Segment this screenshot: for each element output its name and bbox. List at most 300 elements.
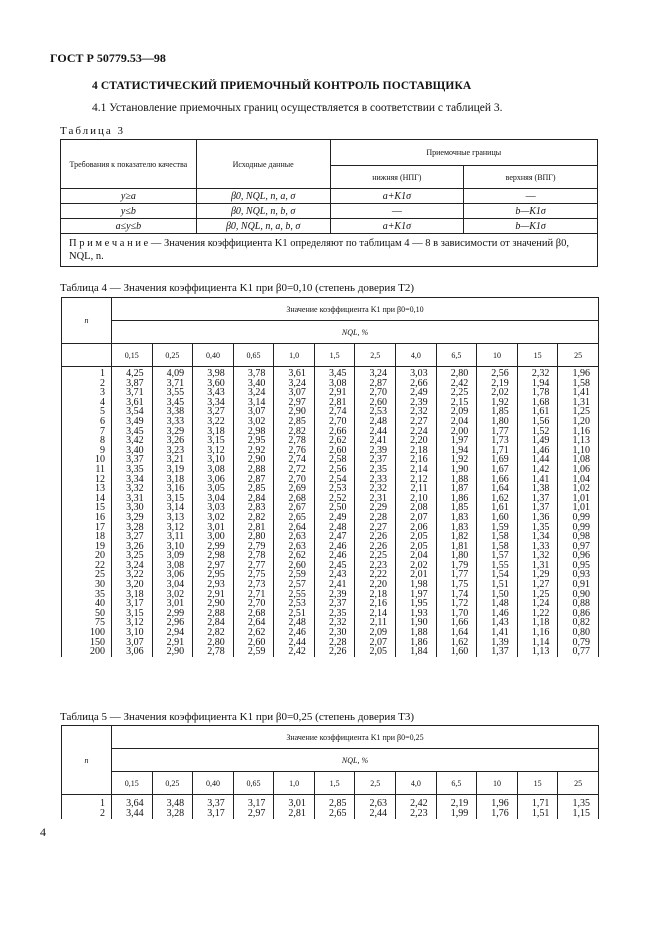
table-cell: 1,71 — [491, 444, 509, 456]
table-cell: 2,65 — [288, 511, 306, 523]
table-cell: 2,80 — [207, 636, 225, 648]
table-cell: 3,12 — [166, 521, 185, 533]
table5-value-column — [193, 795, 234, 820]
table-cell: 2,63 — [288, 531, 306, 543]
table-cell: 1,18 — [531, 617, 550, 629]
table-cell: 2,67 — [288, 502, 306, 514]
table-cell: 1,41 — [531, 473, 550, 485]
table-cell: 2,88 — [207, 607, 225, 619]
table-cell: 2,42 — [410, 798, 428, 809]
table-cell: 3,02 — [166, 588, 185, 600]
table-cell: 1,27 — [531, 579, 550, 591]
table-cell: 2,48 — [288, 617, 306, 629]
table-cell: 1,24 — [531, 598, 550, 610]
table3-cell: b—K1σ — [464, 204, 598, 219]
table4-nql-row — [62, 344, 599, 367]
table3-cell: y≤b — [61, 204, 197, 219]
table-cell: 3,40 — [247, 377, 266, 389]
table-cell: 3,29 — [166, 425, 185, 437]
table-cell: 3,87 — [126, 377, 144, 389]
table-cell: 2,90 — [166, 646, 185, 658]
table-cell: 1,97 — [410, 588, 428, 600]
table-cell: 2,19 — [450, 798, 469, 809]
table-cell: 2,70 — [288, 473, 306, 485]
table-cell: 1,49 — [531, 435, 550, 447]
table-cell: 1,85 — [450, 502, 469, 514]
table-cell: 2,32 — [328, 617, 347, 629]
table-cell: 3,08 — [328, 377, 347, 389]
n-value: 9 — [100, 444, 105, 456]
n-value: 6 — [100, 415, 105, 427]
table-cell: 2,48 — [369, 415, 388, 427]
table-cell: 1,20 — [572, 415, 590, 427]
table-cell: 2,41 — [369, 435, 388, 447]
table-cell: 2,97 — [288, 396, 306, 408]
table-cell: 2,87 — [369, 377, 388, 389]
table-cell: 2,02 — [410, 559, 428, 571]
table-cell: 0,96 — [572, 550, 590, 562]
table-cell: 3,18 — [126, 588, 144, 600]
table-cell: 0,77 — [572, 646, 590, 658]
table-cell: 2,91 — [166, 636, 185, 648]
table-cell: 2,58 — [328, 454, 347, 466]
table4-nql-col: 4,0 — [396, 344, 437, 367]
table-cell: 2,51 — [288, 607, 306, 619]
table-cell: 2,44 — [369, 425, 388, 437]
table-cell: 1,10 — [572, 444, 590, 456]
table-cell: 1,76 — [491, 808, 509, 819]
table5-n-column — [62, 795, 112, 820]
table4-n-spacer — [62, 344, 112, 367]
table4-n-header: n — [62, 298, 112, 344]
table3-col-lower: нижняя (НПГ) — [330, 166, 464, 189]
table4-value-column — [274, 367, 315, 657]
table4-nql-col: 10 — [477, 344, 518, 367]
table-cell: 3,61 — [126, 396, 144, 408]
table5-nql-col: 6,5 — [436, 772, 477, 795]
table-cell: 1,16 — [572, 425, 590, 437]
table-cell: 2,56 — [491, 368, 509, 379]
n-value: 3 — [100, 387, 105, 399]
table-cell: 2,09 — [450, 406, 469, 418]
table-cell: 3,05 — [207, 483, 225, 495]
table-cell: 3,06 — [207, 473, 225, 485]
table-cell: 2,42 — [288, 646, 306, 658]
table-cell: 1,42 — [531, 463, 550, 475]
n-value: 4 — [100, 396, 105, 408]
table-cell: 1,52 — [531, 425, 550, 437]
table-cell: 3,18 — [166, 473, 185, 485]
table-cell: 1,61 — [491, 502, 509, 514]
table5-nql-row — [62, 772, 599, 795]
table-cell: 3,07 — [247, 406, 266, 418]
table-cell: 3,42 — [126, 435, 144, 447]
table-cell: 2,59 — [247, 646, 266, 658]
table-cell: 2,31 — [369, 492, 388, 504]
table-cell: 1,75 — [450, 579, 469, 591]
table-cell: 1,60 — [450, 646, 469, 658]
table-cell: 1,61 — [531, 406, 550, 418]
table-cell: 2,91 — [328, 387, 347, 399]
table5-value-column — [152, 795, 193, 820]
table-cell: 1,92 — [491, 396, 509, 408]
table4-caption: Таблица 4 — Значения коэффициента K1 при β0=0,10 (степень доверия Т2) — [60, 282, 415, 294]
table-row — [61, 189, 598, 204]
table-cell: 3,26 — [166, 435, 185, 447]
table-cell: 2,26 — [328, 646, 347, 658]
n-value: 50 — [95, 607, 105, 619]
table5-value-column — [477, 795, 518, 820]
table-cell: 2,59 — [288, 569, 306, 581]
table-cell: 1,95 — [410, 598, 428, 610]
table-cell: 3,15 — [126, 607, 144, 619]
table-cell: 2,32 — [531, 368, 550, 379]
table-cell: 2,53 — [328, 483, 347, 495]
document-header: ГОСТ Р 50779.53—98 — [50, 51, 166, 65]
table5-body — [62, 795, 599, 820]
table4-nql-col: 0,15 — [112, 344, 153, 367]
table-cell: 2,82 — [288, 425, 306, 437]
n-value: 18 — [95, 531, 105, 543]
table-cell: 1,72 — [450, 598, 469, 610]
table-cell: 2,23 — [410, 808, 428, 819]
table-cell: 2,90 — [247, 454, 266, 466]
table4-value-column — [152, 367, 193, 657]
table-cell: 3,07 — [288, 387, 306, 399]
table-cell: 1,90 — [410, 617, 428, 629]
table-cell: 3,34 — [207, 396, 225, 408]
n-value: 25 — [95, 569, 105, 581]
table-cell: 3,35 — [126, 463, 144, 475]
table-cell: 1,55 — [491, 559, 509, 571]
table-cell: 2,49 — [410, 387, 428, 399]
table-cell: 1,08 — [572, 454, 590, 466]
table-cell: 3,12 — [207, 444, 225, 456]
table-cell: 0,95 — [572, 559, 590, 571]
table3-cell: b—K1σ — [464, 219, 598, 234]
table-cell: 2,74 — [328, 406, 347, 418]
table5 — [61, 725, 599, 819]
n-value: 75 — [95, 617, 105, 629]
table-cell: 1,62 — [491, 492, 509, 504]
table-cell: 1,37 — [531, 492, 550, 504]
table-cell: 2,41 — [328, 579, 347, 591]
table-cell: 1,80 — [491, 415, 509, 427]
table-cell: 1,73 — [491, 435, 509, 447]
table-cell: 3,37 — [207, 798, 225, 809]
n-value: 17 — [95, 521, 105, 533]
table-cell: 2,98 — [207, 550, 225, 562]
table-cell: 2,43 — [328, 569, 347, 581]
table-cell: 1,87 — [450, 483, 469, 495]
n-value: 16 — [95, 511, 105, 523]
table-row — [61, 204, 598, 219]
table-cell: 3,31 — [126, 492, 144, 504]
table-cell: 2,84 — [247, 492, 266, 504]
table-cell: 2,85 — [288, 415, 306, 427]
table-cell: 3,17 — [247, 798, 266, 809]
table-cell: 2,48 — [328, 521, 347, 533]
table-cell: 1,58 — [491, 531, 509, 543]
table-cell: 4,25 — [126, 368, 144, 379]
table-cell: 2,54 — [328, 473, 347, 485]
paragraph-4-1: 4.1 Установление приемочных границ осуществляется в соответствии с таблицей 3. — [92, 102, 503, 114]
table-cell: 1,32 — [531, 550, 550, 562]
table-cell: 1,51 — [531, 808, 550, 819]
table-cell: 2,80 — [247, 531, 266, 543]
table-cell: 1,88 — [450, 473, 469, 485]
table-cell: 3,64 — [126, 798, 144, 809]
table-cell: 1,97 — [450, 435, 469, 447]
table-cell: 2,19 — [491, 377, 509, 389]
table-cell: 3,12 — [126, 617, 144, 629]
table4-nql-col: 6,5 — [436, 344, 477, 367]
table5-value-column — [112, 795, 153, 820]
table-cell: 1,48 — [491, 598, 509, 610]
table4-value-column — [314, 367, 355, 657]
table-cell: 2,81 — [288, 808, 306, 819]
table-cell: 3,01 — [166, 598, 185, 610]
table-cell: 3,10 — [166, 540, 185, 552]
table-cell: 1,37 — [531, 502, 550, 514]
table-cell: 3,10 — [207, 454, 225, 466]
table4-value-column — [436, 367, 477, 657]
table-cell: 2,02 — [491, 387, 509, 399]
table-cell: 2,12 — [410, 473, 428, 485]
table-cell: 2,32 — [410, 406, 428, 418]
table-cell: 3,21 — [166, 454, 185, 466]
table-cell: 3,28 — [126, 521, 144, 533]
table-cell: 2,69 — [288, 483, 306, 495]
table-cell: 3,03 — [207, 502, 225, 514]
table-cell: 2,66 — [328, 425, 347, 437]
table4-n-column — [62, 367, 112, 657]
n-value: 2 — [100, 377, 105, 389]
table-cell: 3,06 — [126, 646, 144, 658]
table-cell: 1,56 — [531, 415, 550, 427]
table-cell: 2,14 — [369, 607, 388, 619]
table5-nql-col: 0,65 — [233, 772, 274, 795]
table-cell: 3,18 — [207, 425, 225, 437]
table-cell: 2,91 — [207, 588, 225, 600]
table-cell: 1,34 — [531, 531, 550, 543]
page-number: 4 — [40, 825, 46, 839]
n-value: 200 — [90, 646, 105, 658]
table-cell: 2,18 — [410, 444, 428, 456]
table-cell: 0,80 — [572, 627, 590, 639]
table-cell: 2,60 — [288, 559, 306, 571]
table-cell: 2,08 — [410, 502, 428, 514]
table-cell: 2,27 — [410, 415, 428, 427]
table4-nql-col: 15 — [517, 344, 558, 367]
table4-value-column — [233, 367, 274, 657]
table-cell: 2,45 — [328, 559, 347, 571]
table-cell: 1,84 — [410, 646, 428, 658]
table-cell: 1,25 — [531, 588, 550, 600]
table4-value-column — [396, 367, 437, 657]
table-cell: 1,67 — [491, 463, 509, 475]
table-cell: 0,99 — [572, 511, 590, 523]
n-value: 14 — [95, 492, 105, 504]
table5-value-column — [274, 795, 315, 820]
table-cell: 2,11 — [369, 617, 388, 629]
table5-nql-col: 2,5 — [355, 772, 396, 795]
table-cell: 3,38 — [166, 406, 185, 418]
table-cell: 1,64 — [450, 627, 469, 639]
table-cell: 1,96 — [491, 798, 509, 809]
table-cell: 2,10 — [410, 492, 428, 504]
table-cell: 1,04 — [572, 473, 590, 485]
table4-nql-col: 25 — [558, 344, 599, 367]
table-cell: 2,60 — [247, 636, 266, 648]
table-cell: 2,20 — [369, 579, 388, 591]
table-cell: 3,27 — [126, 531, 144, 543]
table4-nql-col: 2,5 — [355, 344, 396, 367]
table-cell: 2,60 — [328, 444, 347, 456]
table-cell: 2,55 — [288, 588, 306, 600]
table5-nql-col: 25 — [558, 772, 599, 795]
table-cell: 1,38 — [531, 483, 550, 495]
table-cell: 2,33 — [369, 473, 388, 485]
n-value: 20 — [95, 550, 105, 562]
table-cell: 3,24 — [288, 377, 306, 389]
table5-value-column — [233, 795, 274, 820]
table-cell: 3,16 — [166, 483, 185, 495]
table-cell: 1,22 — [531, 607, 550, 619]
table-cell: 2,49 — [328, 511, 347, 523]
table-cell: 2,39 — [328, 588, 347, 600]
table-cell: 2,46 — [328, 550, 347, 562]
table5-nql-col: 15 — [517, 772, 558, 795]
table-cell: 2,62 — [328, 435, 347, 447]
table-cell: 1,79 — [450, 559, 469, 571]
table-cell: 1,88 — [410, 627, 428, 639]
table-cell: 2,26 — [369, 540, 388, 552]
table-cell: 2,22 — [369, 569, 388, 581]
table4-value-column — [355, 367, 396, 657]
table-cell: 1,81 — [450, 540, 469, 552]
table-cell: 2,78 — [207, 646, 225, 658]
table-row — [61, 219, 598, 234]
table-cell: 3,24 — [126, 559, 144, 571]
table3-cell: y≥a — [61, 189, 197, 204]
table-cell: 2,07 — [369, 636, 388, 648]
n-value: 30 — [95, 579, 105, 591]
table-cell: 3,49 — [126, 415, 144, 427]
table-cell: 1,98 — [410, 579, 428, 591]
table-cell: 0,99 — [572, 521, 590, 533]
table-cell: 2,94 — [166, 627, 185, 639]
table-cell: 1,77 — [491, 425, 509, 437]
table-cell: 0,88 — [572, 598, 590, 610]
table-cell: 2,88 — [247, 463, 266, 475]
table3-col-requirement: Требования к показателю качества — [61, 140, 197, 189]
table-cell: 0,98 — [572, 531, 590, 543]
table-cell: 3,04 — [207, 492, 225, 504]
table-cell: 2,47 — [328, 531, 347, 543]
table-cell: 1,43 — [491, 617, 509, 629]
table-cell: 3,08 — [207, 463, 225, 475]
table-cell: 2,23 — [369, 559, 388, 571]
table-cell: 1,86 — [410, 636, 428, 648]
n-value: 7 — [100, 425, 105, 437]
table-cell: 1,02 — [572, 483, 590, 495]
table-cell: 2,32 — [369, 483, 388, 495]
table-cell: 2,63 — [288, 540, 306, 552]
table-cell: 2,15 — [450, 396, 469, 408]
table-cell: 3,17 — [126, 598, 144, 610]
table-cell: 2,07 — [410, 511, 428, 523]
table-cell: 1,41 — [491, 627, 509, 639]
table5-nql-col: 0,40 — [193, 772, 234, 795]
table-cell: 2,35 — [369, 463, 388, 475]
table-cell: 2,95 — [207, 569, 225, 581]
table-cell: 2,25 — [450, 387, 469, 399]
table-cell: 0,82 — [572, 617, 590, 629]
table-cell: 3,14 — [247, 396, 266, 408]
table-cell: 2,78 — [247, 550, 266, 562]
table-cell: 3,08 — [166, 559, 185, 571]
table-cell: 1,93 — [410, 607, 428, 619]
table-cell: 2,79 — [247, 540, 266, 552]
table4-nql-col: 1,5 — [314, 344, 355, 367]
table-cell: 1,16 — [531, 627, 550, 639]
table-cell: 4,09 — [166, 368, 185, 379]
table-cell: 1,13 — [531, 646, 550, 658]
table-cell: 1,01 — [572, 502, 590, 514]
n-value: 5 — [100, 406, 105, 418]
table-cell: 1,46 — [491, 607, 509, 619]
table3-cell: a+K1σ — [330, 219, 464, 234]
table-cell: 3,54 — [126, 406, 144, 418]
table-cell: 3,24 — [247, 387, 266, 399]
table-cell: 3,13 — [166, 511, 185, 523]
table-cell: 1,83 — [450, 521, 469, 533]
table3-col-input: Исходные данные — [196, 140, 330, 189]
table-cell: 3,14 — [166, 502, 185, 514]
table-cell: 2,75 — [247, 569, 266, 581]
table3-cell: β0, NQL, n, a, b, σ — [196, 219, 330, 234]
table-cell: 2,00 — [450, 425, 469, 437]
table4-value-column — [558, 367, 599, 657]
table-cell: 0,93 — [572, 569, 590, 581]
table-cell: 1,96 — [572, 368, 590, 379]
table-cell: 2,80 — [450, 368, 469, 379]
table-cell: 1,69 — [491, 454, 509, 466]
table-cell: 2,62 — [247, 627, 266, 639]
table-cell: 1,33 — [531, 540, 550, 552]
table-cell: 2,76 — [288, 444, 306, 456]
table5-value-column — [436, 795, 477, 820]
table-cell: 1,37 — [491, 646, 509, 658]
table-cell: 2,05 — [410, 531, 428, 543]
table3-col-upper: верхняя (ВПГ) — [464, 166, 598, 189]
table-cell: 2,24 — [410, 425, 428, 437]
table-cell: 3,09 — [166, 550, 185, 562]
n-value: 100 — [90, 627, 105, 639]
table-cell: 3,34 — [126, 473, 144, 485]
table-cell: 2,92 — [247, 444, 266, 456]
table-cell: 2,90 — [288, 406, 306, 418]
table-cell: 1,41 — [572, 387, 590, 399]
table-cell: 3,15 — [166, 492, 185, 504]
table-cell: 3,37 — [126, 454, 144, 466]
table5-caption: Таблица 5 — Значения коэффициента K1 при β0=0,25 (степень доверия Т3) — [60, 711, 415, 723]
table-cell: 3,02 — [207, 511, 225, 523]
table4-group-header: Значение коэффициента K1 при β0=0,10 — [112, 298, 599, 321]
table-cell: 3,11 — [167, 531, 185, 543]
table-cell: 2,70 — [328, 415, 347, 427]
